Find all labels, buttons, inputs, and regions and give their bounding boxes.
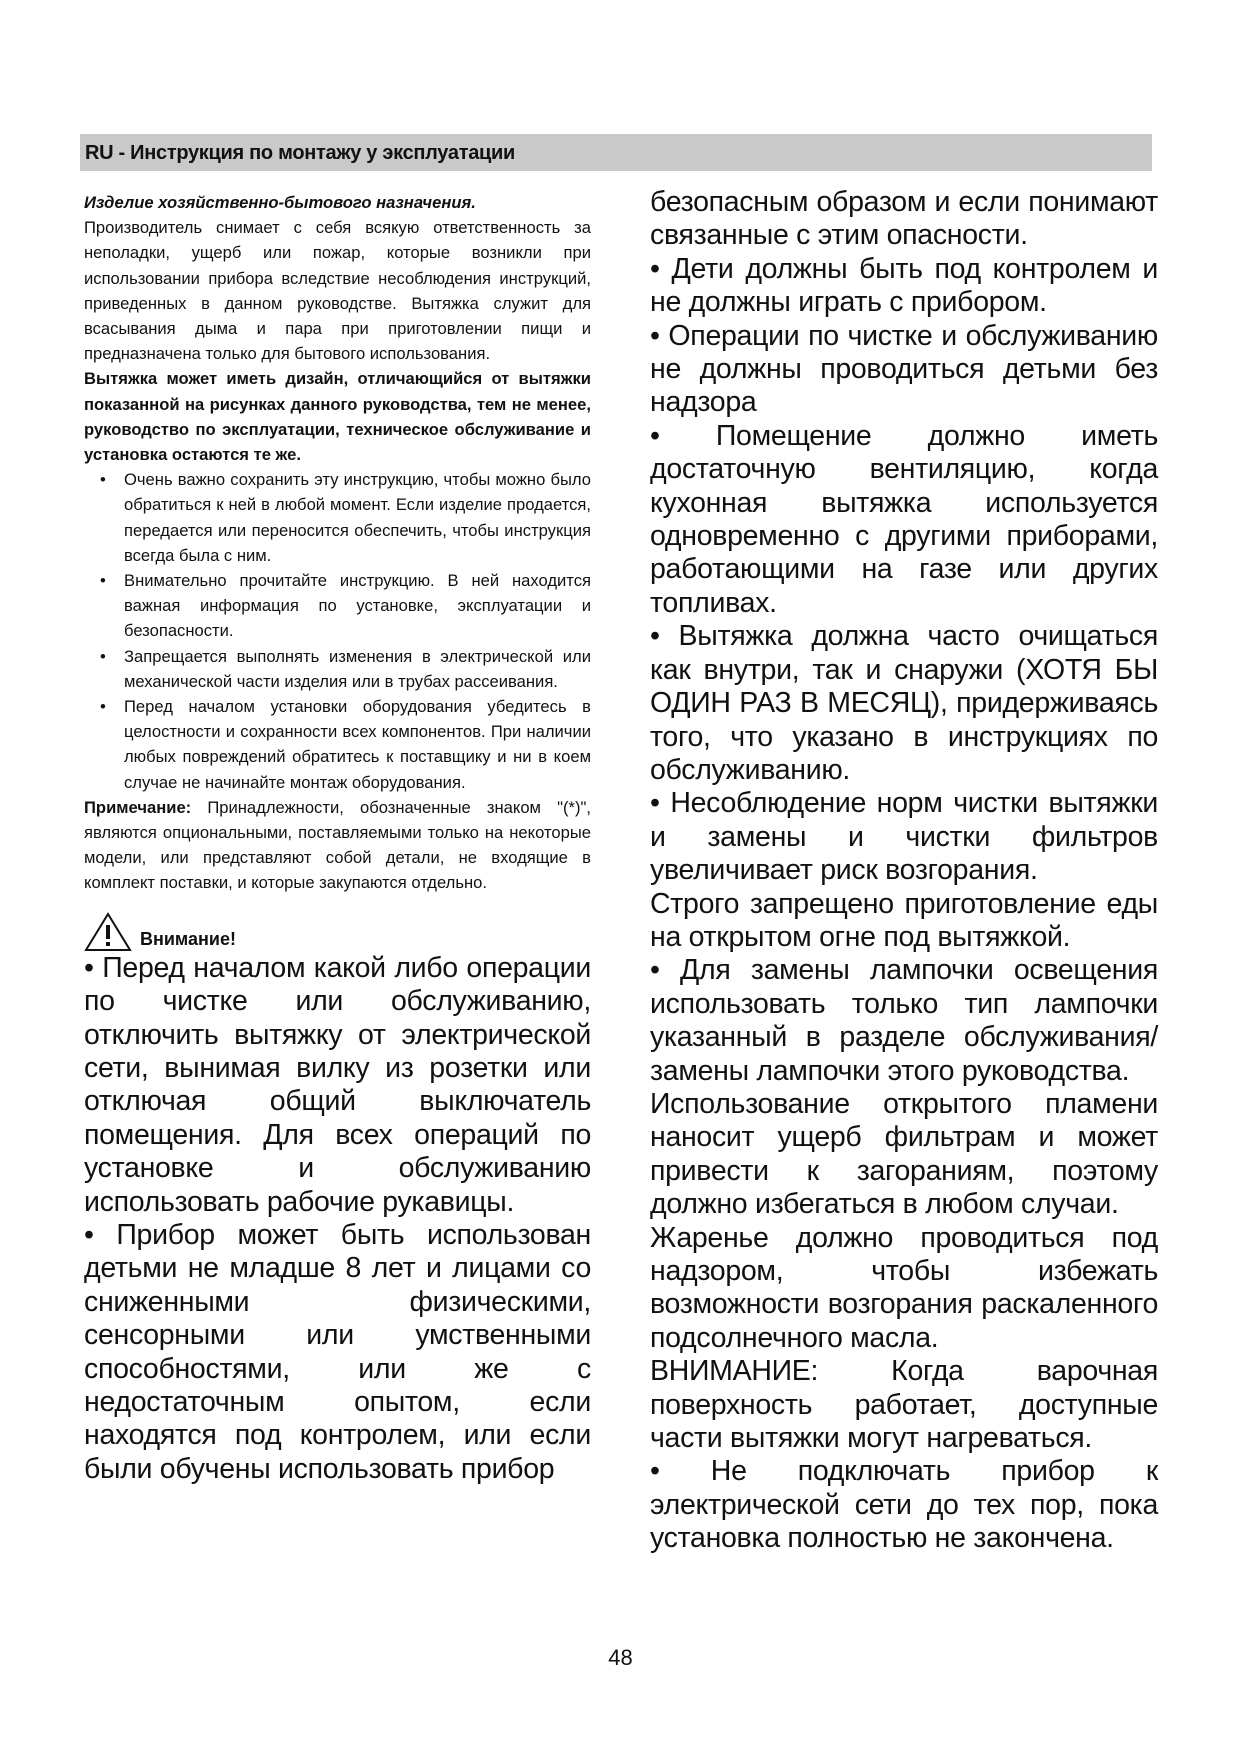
bullet-icon: • [100,470,106,490]
left-column [84,190,591,1486]
bullet-icon: • [100,697,106,717]
section-title: RU - Инструкция по монтажу у эксплуатации [85,142,515,164]
list-item: • Внимательно прочитайте инструкцию. В ней находится важная информация по установке, эксплуатации и безопасности. [84,568,591,644]
warning-triangle-icon [84,912,132,952]
safety-paragraph: Использование открытого пламени наносит ущерб фильтрам и может привести к загораниям, поэтому должно избегаться в любом случаи. [650,1087,1158,1221]
warning-paragraph: • Перед началом какой либо операции по чистке или обслуживанию, отключить вытяжку от электрической сети, вынимая вилку из розетки или отключая общий выключатель помещения. Для всех операций по установке и обслуживанию использовать рабочие рукавицы. [84,951,591,1218]
section-header [80,134,1152,171]
design-note: Вытяжка может иметь дизайн, отличающийся от вытяжки показанной на рисунках данного руководства, тем не менее, руководство по эксплуатации, техническое обслуживание и установка остаются те же. [84,369,591,465]
note-paragraph [84,795,591,896]
page-number: 48 [608,1645,633,1670]
intro-title: Изделие хозяйственно-бытового назначения. [84,193,476,212]
list-item: • Запрещается выполнять изменения в электрической или механической части изделия или в трубах рассеивания. [84,644,591,694]
bullet-icon: • [100,571,106,591]
warning-paragraph: • Прибор может быть использован детьми не младше 8 лет и лицами со сниженными физическими, сенсорными или умственными способностями, или же с недостаточным опытом, если находятся под контролем, или если были обучены использовать прибор [84,1218,591,1485]
list-item: • Перед началом установки оборудования убедитесь в целостности и сохранности всех компонентов. При наличии любых повреждений обратитесь к поставщику и ни в коем случае не начинайте монтаж оборудования. [84,694,591,795]
right-column [650,186,1158,1556]
safety-paragraph: • Операции по чистке и обслуживанию не должны проводиться детьми без надзора [650,319,1158,419]
warning-label: Внимание! [140,928,236,949]
safety-paragraph: Жаренье должно проводиться под надзором, чтобы избежать возможности возгорания раскаленного подсолнечного масла. [650,1221,1158,1354]
safety-paragraph: • Несоблюдение норм чистки вытяжки и замены и чистки фильтров увеличивает риск возгорания. [650,787,1158,887]
safety-paragraph: Строго запрещено приготовление еды на открытом огне под вытяжкой. [650,887,1158,953]
warning-heading [84,910,591,952]
instruction-list [84,467,591,795]
safety-paragraph: безопасным образом и если понимают связанные с этим опасности. [650,186,1158,252]
safety-paragraph: • Вытяжка должна часто очищаться как внутри, так и снаружи (ХОТЯ БЫ ОДИН РАЗ В МЕСЯЦ), придерживаясь того, что указано в инструкциях по обслуживанию. [650,620,1158,786]
intro-text: Производитель снимает с себя всякую ответственность за неполадки, ущерб или пожар, которые возникли при использовании прибора вследствие несоблюдения инструкций, приведенных в данном руководстве. Вытяжка служит для всасывания дыма и пара при приготовлении пищи и предназначена только для бытового использования. [84,218,591,364]
note-label: Примечание: [84,797,192,817]
safety-paragraph: ВНИМАНИЕ: Когда варочная поверхность работает, доступные части вытяжки могут нагреваться. [650,1355,1158,1455]
safety-paragraph: • Не подключать прибор к электрической сети до тех пор, пока установка полностью не закончена. [650,1455,1158,1555]
safety-paragraph: • Для замены лампочки освещения использовать только тип лампочки указанный в разделе обслуживания/замены лампочки этого руководства. [650,954,1158,1087]
list-item: • Очень важно сохранить эту инструкцию, чтобы можно было обратиться к ней в любой момент. Если изделие продается, передается или переносится обеспечить, чтобы инструкция всегда была с ним. [84,467,591,568]
safety-paragraph: • Дети должны быть под контролем и не должны играть с прибором. [650,252,1158,319]
safety-paragraph: • Помещение должно иметь достаточную вентиляцию, когда кухонная вытяжка используется одновременно с другими приборами, работающими на газе или других топливах. [650,419,1158,619]
note-text: Принадлежности, обозначенные знаком "(*)", являются опциональными, поставляемыми только на некоторые модели, или представляют собой детали, не входящие в комплект поставки, и которые закупаются отдельно. [84,797,591,893]
bullet-icon: • [100,646,106,666]
